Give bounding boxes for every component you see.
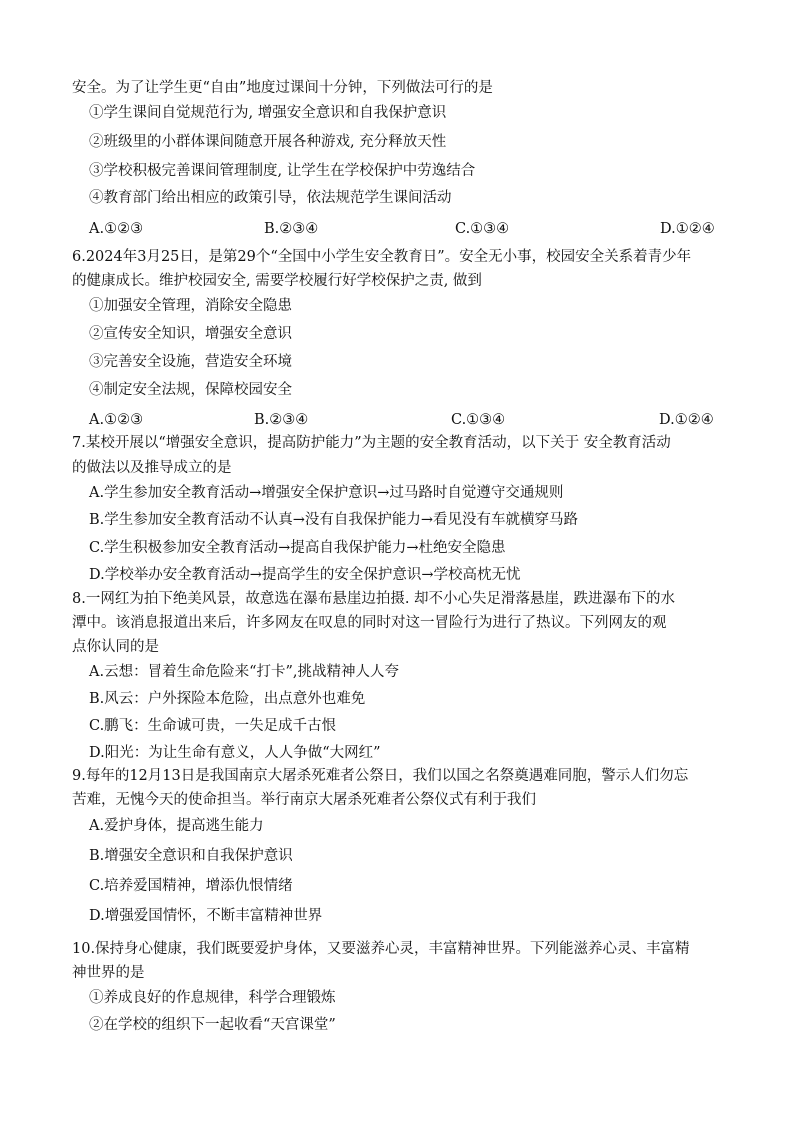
q8-option-d: D.阳光：为让生命有意义，人人争做“大网红” bbox=[89, 745, 381, 761]
q6-option-a: A.①②③ bbox=[89, 412, 144, 428]
q6-item-4: ④制定安全法规，保障校园安全 bbox=[89, 382, 292, 398]
q10-stem-line-2: 神世界的是 bbox=[72, 965, 145, 981]
q5-item-4: ④教育部门给出相应的政策引导，依法规范学生课间活动 bbox=[89, 190, 452, 206]
q5-option-b: B.②③④ bbox=[264, 221, 319, 237]
q5-option-c: C.①③④ bbox=[455, 221, 510, 237]
q8-option-c: C.鹏飞：生命诚可贵，一失足成千古恨 bbox=[89, 718, 337, 734]
q6-item-3: ③完善安全设施，营造安全环境 bbox=[89, 354, 292, 370]
q6-option-c: C.①③④ bbox=[451, 412, 506, 428]
q5-item-3: ③学校积极完善课间管理制度, 让学生在学校保护中劳逸结合 bbox=[89, 163, 476, 179]
q7-option-c: C.学生积极参加安全教育活动→提高自我保护能力→杜绝安全隐患 bbox=[89, 540, 506, 556]
q5-option-a: A.①②③ bbox=[89, 221, 144, 237]
q5-option-d: D.①②④ bbox=[660, 221, 715, 237]
q6-item-1: ①加强安全管理，消除安全隐患 bbox=[89, 298, 292, 314]
q7-option-a: A.学生参加安全教育活动→增强安全保护意识→过马路时自觉遵守交通规则 bbox=[89, 485, 564, 501]
q6-option-d: D.①②④ bbox=[659, 412, 714, 428]
q8-stem-line-1: 8.一网红为拍下绝美风景，故意选在瀑布悬崖边拍摄. 却不小心失足滑落悬崖，跌进瀑布下的水 bbox=[72, 591, 676, 607]
q5-options bbox=[89, 219, 729, 239]
q6-item-2: ②宣传安全知识，增强安全意识 bbox=[89, 326, 292, 342]
q8-option-a: A.云想：冒着生命危险来“打卡”,挑战精神人人夸 bbox=[89, 664, 400, 680]
q9-option-d: D.增强爱国情怀，不断丰富精神世界 bbox=[89, 908, 323, 924]
q5-item-1: ①学生课间自觉规范行为, 增强安全意识和自我保护意识 bbox=[89, 105, 447, 121]
q9-option-c: C.培养爱国精神，增添仇恨情绪 bbox=[89, 878, 293, 894]
q7-option-d: D.学校举办安全教育活动→提高学生的安全保护意识→学校高枕无忧 bbox=[89, 567, 521, 583]
q7-stem-line-2: 的做法以及推导成立的是 bbox=[72, 460, 232, 476]
q8-stem-line-2: 潭中。该消息报道出来后，许多网友在叹息的同时对这一冒险行为进行了热议。下列网友的观 bbox=[72, 615, 667, 631]
q10-item-1: ①养成良好的作息规律，科学合理锻炼 bbox=[89, 990, 336, 1006]
q5-stem-line: 安全。为了让学生更“自由”地度过课间十分钟，下列做法可行的是 bbox=[72, 80, 493, 96]
q9-stem-line-1: 9.每年的12月13日是我国南京大屠杀死难者公祭日，我们以国之名祭奠遇难同胞，警示人们勿忘 bbox=[72, 768, 689, 784]
q8-stem-line-3: 点你认同的是 bbox=[72, 639, 159, 655]
q5-item-2: ②班级里的小群体课间随意开展各种游戏, 充分释放天性 bbox=[89, 134, 447, 150]
q7-option-b: B.学生参加安全教育活动不认真→没有自我保护能力→看见没有车就横穿马路 bbox=[89, 512, 579, 528]
q6-stem-line-1: 6.2024年3月25日，是第29个“全国中小学生安全教育日”。安全无小事，校园安全关系着青少年 bbox=[72, 249, 692, 265]
q10-item-2: ②在学校的组织下一起收看“天宫课堂” bbox=[89, 1017, 336, 1033]
q6-stem-line-2: 的健康成长。维护校园安全, 需要学校履行好学校保护之责, 做到 bbox=[72, 273, 482, 289]
q8-option-b: B.风云：户外探险本危险，出点意外也难免 bbox=[89, 691, 366, 707]
q7-stem-line-1: 7.某校开展以“增强安全意识，提高防护能力”为主题的安全教育活动，以下关于 安全教育活动 bbox=[72, 435, 671, 451]
q9-stem-line-2: 苦难，无愧今天的使命担当。举行南京大屠杀死难者公祭仪式有利于我们 bbox=[72, 792, 536, 808]
q9-option-a: A.爱护身体，提高逃生能力 bbox=[89, 818, 264, 834]
q6-option-b: B.②③④ bbox=[254, 412, 309, 428]
q10-stem-line-1: 10.保持身心健康，我们既要爱护身体，又要滋养心灵，丰富精神世界。下列能滋养心灵、丰富精 bbox=[72, 941, 690, 957]
q9-option-b: B.增强安全意识和自我保护意识 bbox=[89, 848, 293, 864]
q6-options bbox=[89, 410, 729, 430]
